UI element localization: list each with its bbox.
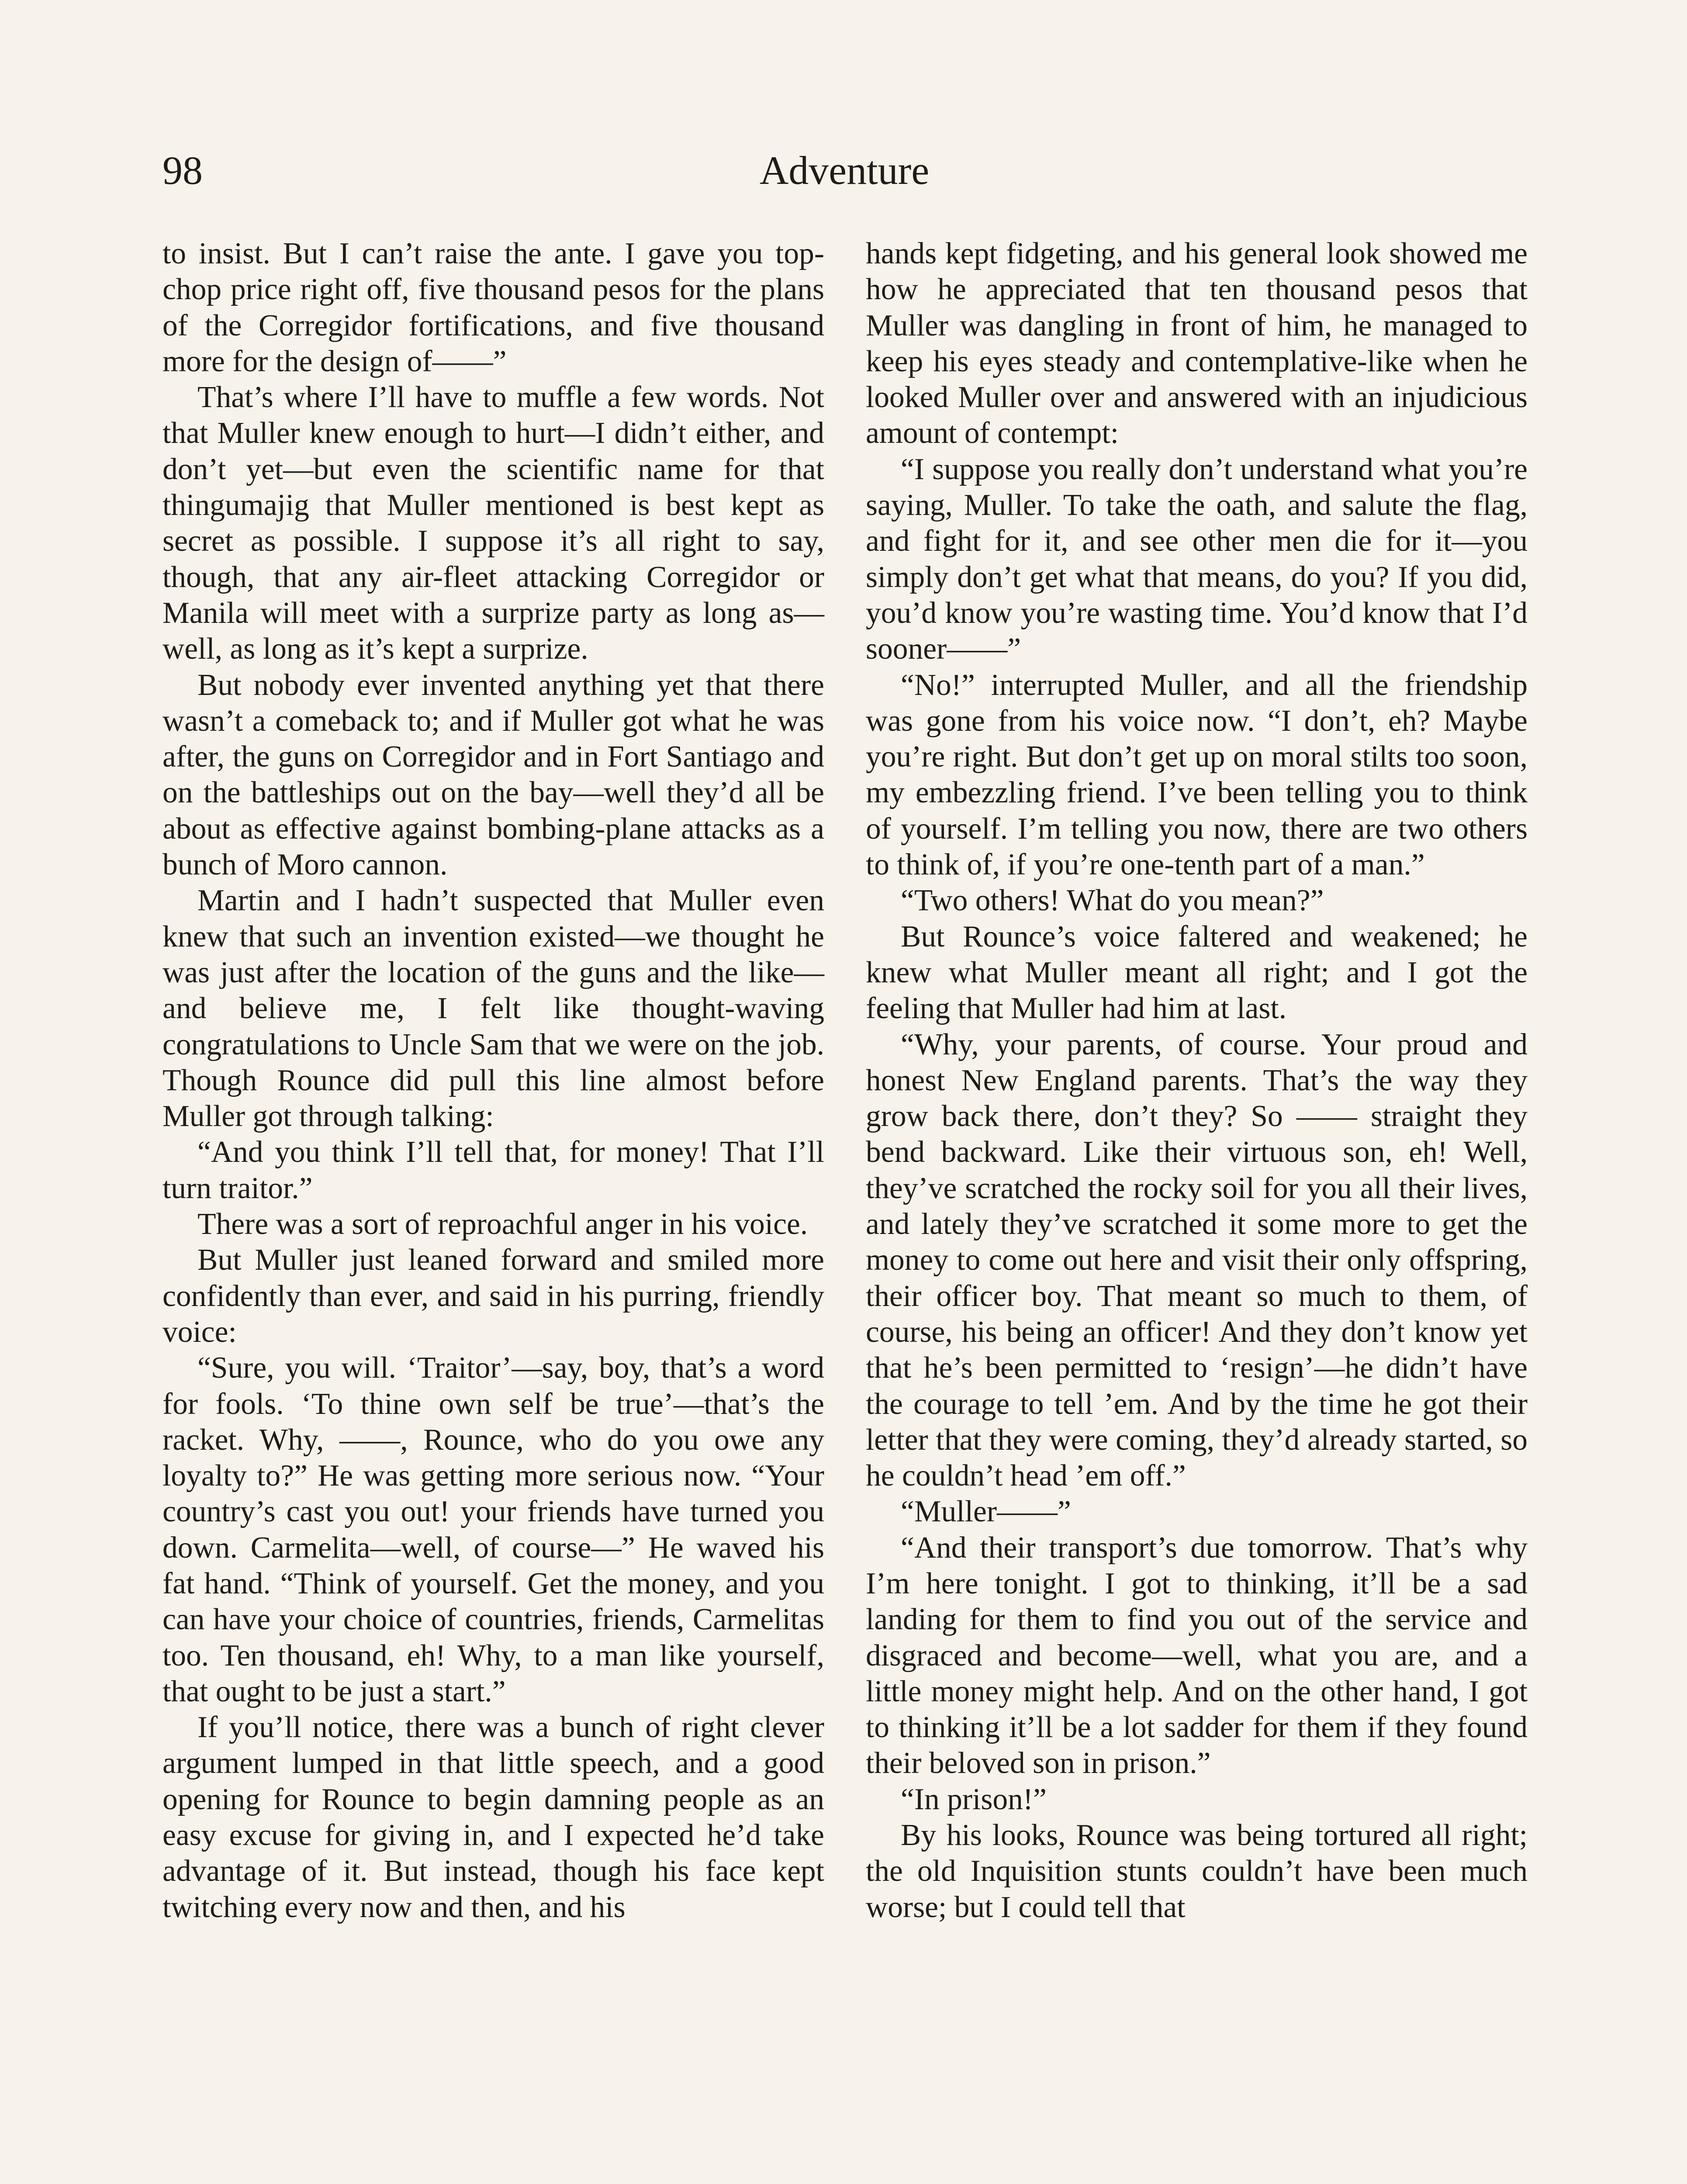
paragraph: But nobody ever invented anything yet that there wasn’t a comeback to; and if Muller got what he was after, the guns on Corregidor and in Fort Santiago and on the battleships out on the bay—well they’d all be about as effective against bombing-plane attacks as a bunch of Moro cannon. bbox=[162, 668, 824, 882]
paragraph: to insist. But I can’t raise the ante. I gave you top-chop price right off, five thousand pesos for the plans of the Corregidor fortifications, and five thousand more for the design of——” bbox=[162, 237, 824, 378]
paragraph: “No!” interrupted Muller, and all the friendship was gone from his voice now. “I don’t, eh? Maybe you’re right. But don’t get up on moral stilts too soon, my embezzling friend. I’ve been telling you to think of yourself. I’m telling you now, there are two others to think of, if you’re one-tenth part of a man.” bbox=[866, 668, 1528, 882]
running-title: Adventure bbox=[759, 148, 930, 193]
left-column bbox=[162, 236, 824, 1925]
paragraph: There was a sort of reproachful anger in his voice. bbox=[197, 1207, 808, 1241]
paragraph: “I suppose you really don’t understand what you’re saying, Muller. To take the oath, and salute the flag, and fight for it, and see other men die for it—you simply don’t get what that means, do you? If you did, you’d know you’re wasting time. You’d know that I’d sooner——” bbox=[866, 452, 1528, 666]
paragraph: “And you think I’ll tell that, for money! That I’ll turn traitor.” bbox=[162, 1135, 824, 1205]
paragraph: “In prison!” bbox=[901, 1782, 1047, 1816]
paragraph: hands kept fidgeting, and his general look showed me how he appreciated that ten thousand pesos that Muller was dangling in front of him, he managed to keep his eyes steady and contemplative-like when he looked Muller over and answered with an injudicious amount of contempt: bbox=[866, 237, 1528, 450]
paragraph: “And their transport’s due tomorrow. That’s why I’m here tonight. I got to thinking, it’ll be a sad landing for them to find you out of the service and disgraced and become—well, what you are, and a little money might help. And on the other hand, I got to thinking it’ll be a lot sadder for them if they found their beloved son in prison.” bbox=[866, 1531, 1528, 1780]
paragraph: “Two others! What do you mean?” bbox=[901, 884, 1324, 918]
paragraph: But Muller just leaned forward and smiled more confidently than ever, and said in his purring, friendly voice: bbox=[162, 1243, 824, 1349]
paragraph: That’s where I’ll have to muffle a few words. Not that Muller knew enough to hurt—I didn’t either, and don’t yet—but even the scientific name for that thingumajig that Muller mentioned is best kept as secret as possible. I suppose it’s all right to say, though, that any air-fleet attacking Corregidor or Manila will meet with a surprize party as long as—well, as long as it’s kept a surprize. bbox=[162, 380, 824, 666]
paragraph: “Sure, you will. ‘Traitor’—say, boy, that’s a word for fools. ‘To thine own self be true’—that’s the racket. Why, ——, Rounce, who do you owe any loyalty to?” He was getting more serious now. “Your country’s cast you out! your friends have turned you down. Carmelita—well, of course—” He waved his fat hand. “Think of yourself. Get the money, and you can have your choice of countries, friends, Carmelitas too. Ten thousand, eh! Why, to a man like yourself, that ought to be just a start.” bbox=[162, 1351, 824, 1708]
right-column bbox=[866, 236, 1528, 1925]
paragraph: But Rounce’s voice faltered and weakened; he knew what Muller meant all right; and I got the feeling that Muller had him at last. bbox=[866, 919, 1528, 1026]
page-header bbox=[162, 144, 1526, 210]
paragraph: If you’ll notice, there was a bunch of right clever argument lumped in that little speech, and a good opening for Rounce to begin damning people as an easy excuse for giving in, and I expected he’d take advantage of it. But instead, though his face kept twitching every now and then, and his bbox=[162, 1711, 824, 1924]
paragraph: By his looks, Rounce was being tortured all right; the old Inquisition stunts couldn’t have been much worse; but I could tell that bbox=[866, 1818, 1528, 1924]
page-number: 98 bbox=[162, 148, 203, 193]
paragraph: “Why, your parents, of course. Your proud and honest New England parents. That’s the way they grow back there, don’t they? So —— straight they bend backward. Like their virtuous son, eh! Well, they’ve scratched the rocky soil for you all their lives, and lately they’ve scratched it some more to get the money to come out here and visit their only offspring, their officer boy. That meant so much to them, of course, his being an officer! And they don’t know yet that he’s been permitted to ‘resign’—he didn’t have the courage to tell ’em. And by the time he got their letter that they were coming, they’d already started, so he couldn’t head ’em off.” bbox=[866, 1027, 1528, 1493]
paragraph: Martin and I hadn’t suspected that Muller even knew that such an invention existed—we thought he was just after the location of the guns and the like—and believe me, I felt like thought-waving congratulations to Uncle Sam that we were on the job. Though Rounce did pull this line almost before Muller got through talking: bbox=[162, 884, 824, 1133]
paragraph: “Muller——” bbox=[901, 1495, 1071, 1529]
